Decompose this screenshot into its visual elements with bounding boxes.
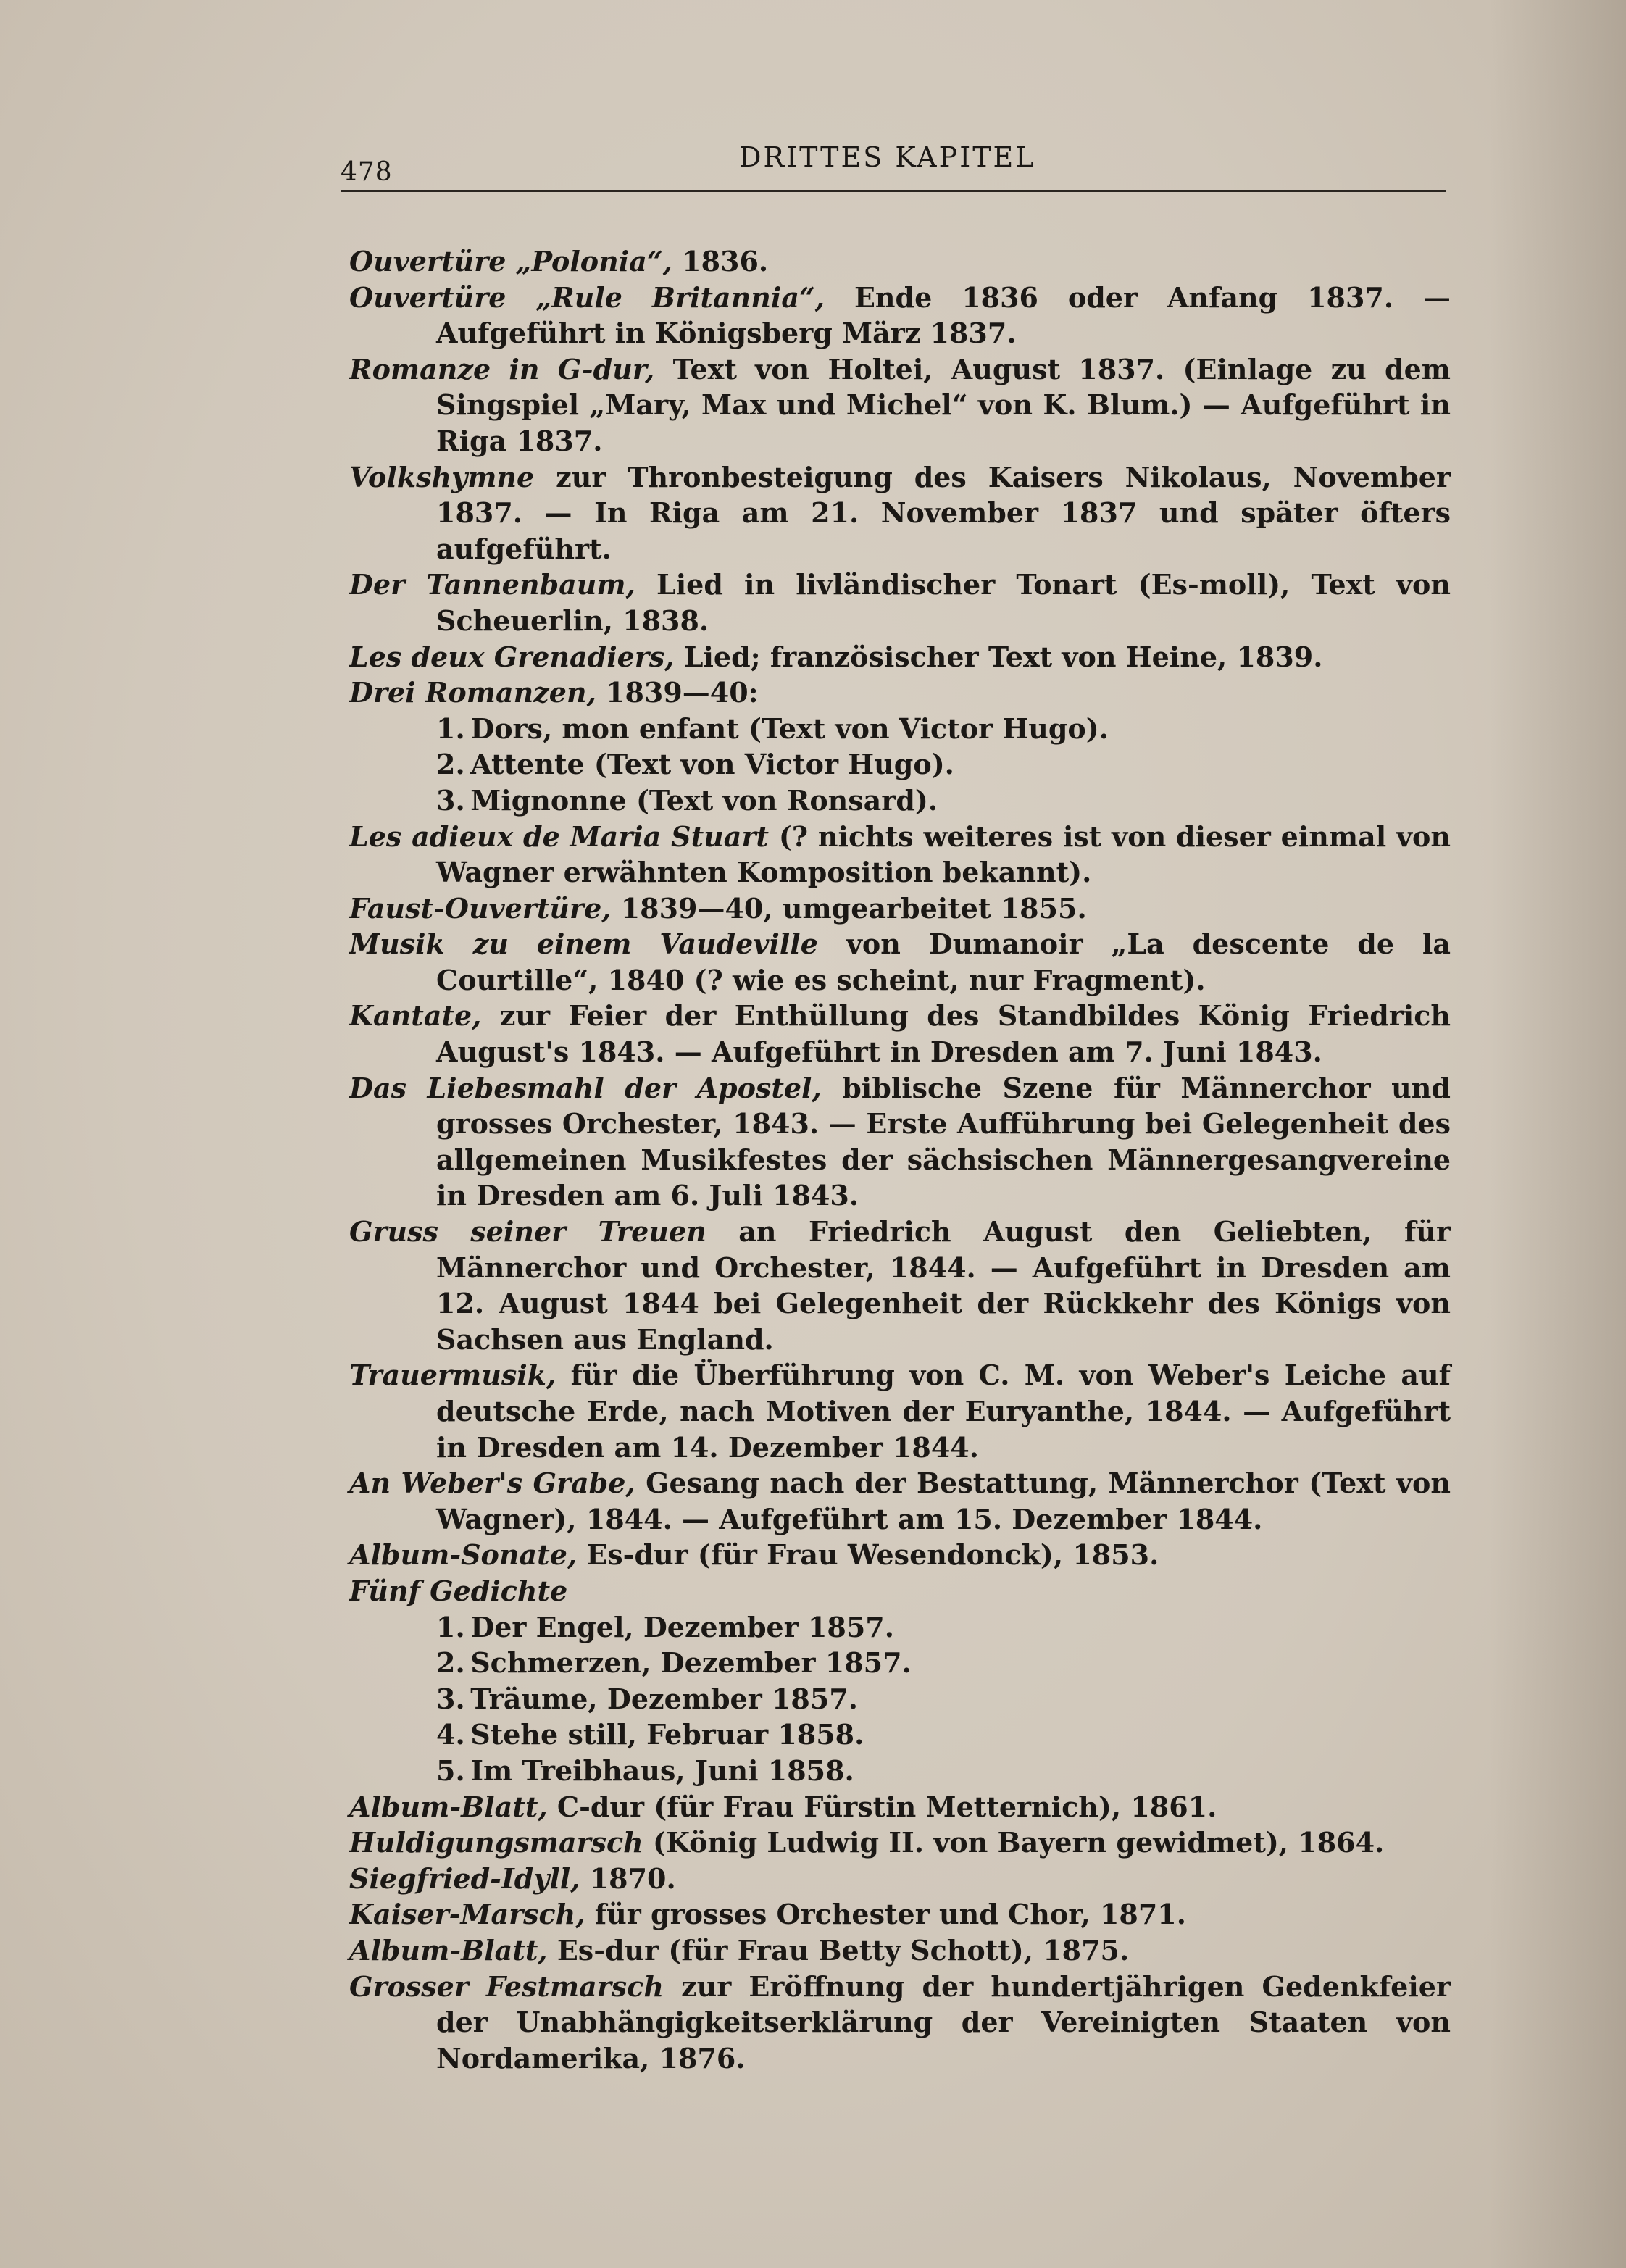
sub-number: 1.: [436, 1610, 465, 1643]
entry-text: (König Ludwig II. von Bayern gewidmet), 1864.: [643, 1826, 1385, 1859]
entry-text: 1836.: [672, 245, 769, 278]
running-title: DRITTES KAPITEL: [739, 141, 1036, 173]
entry-text: Text von Holtei, August 1837. (Einlage zu dem Singspiel „Mary, Max und Michel“ von K. Blum.) — Aufgeführt in Riga 1837.: [436, 352, 1451, 457]
entry-gruss: [349, 1214, 1451, 1357]
entry-faust: [349, 891, 1451, 927]
entry-rule-britannia: [349, 280, 1451, 351]
entry-grenadiers: [349, 639, 1451, 675]
entry-text: Lied; französischer Text von Heine, 1839.: [674, 640, 1323, 673]
sub-number: 3.: [436, 783, 465, 817]
sub-item: [349, 1609, 1451, 1646]
sub-text: Der Engel, Dezember 1857.: [470, 1610, 894, 1643]
page-shadow: [1488, 0, 1626, 2268]
entry-text: 1839—40, umgearbeitet 1855.: [611, 891, 1087, 925]
entry-text: für grosses Orchester und Chor, 1871.: [585, 1898, 1186, 1931]
sub-text: Schmerzen, Dezember 1857.: [470, 1646, 912, 1680]
sub-number: 3.: [436, 1682, 465, 1715]
entry-album-sonate: [349, 1537, 1451, 1573]
entry-tannenbaum: [349, 567, 1451, 638]
entry-title: Kantate,: [349, 999, 482, 1033]
entry-title: Das Liebesmahl der Apostel,: [349, 1071, 822, 1104]
sub-number: 2.: [436, 1646, 465, 1680]
entry-text: (? nichts weiteres ist von dieser einmal von Wagner erwähnten Komposition bekannt).: [436, 820, 1451, 889]
entry-title: Ouvertüre „Rule Britannia“,: [349, 280, 825, 314]
entry-title: Drei Romanzen,: [349, 676, 596, 709]
entry-volkshymne: [349, 459, 1451, 567]
entry-title: Les deux Grenadiers,: [349, 640, 675, 673]
entry-trauermusik: [349, 1357, 1451, 1465]
entry-title: Musik zu einem Vaudeville: [349, 927, 818, 961]
entry-title: Grosser Festmarsch: [349, 1969, 664, 2003]
entry-album-blatt-c: [349, 1789, 1451, 1825]
entry-vaudeville: [349, 926, 1451, 998]
sub-item: [349, 711, 1451, 747]
entry-text: Es-dur (für Frau Betty Schott), 1875.: [547, 1933, 1130, 1967]
entry-kaiser-marsch: [349, 1896, 1451, 1933]
entry-fuenf-gedichte: [349, 1573, 1451, 1609]
entry-text: für die Überführung von C. M. von Weber's Leiche auf deutsche Erde, nach Motiven der Euryanthe, 1844. — Aufgeführt in Dresden am 14. Dezember 1844.: [436, 1359, 1451, 1464]
entry-siegfried-idyll: [349, 1861, 1451, 1897]
entry-title: Les adieux de Maria Stuart: [349, 820, 769, 853]
entry-text: Es-dur (für Frau Wesendonck), 1853.: [577, 1538, 1159, 1572]
sub-number: 2.: [436, 748, 465, 781]
entry-text: Gesang nach der Bestattung, Männerchor (Text von Wagner), 1844. — Aufgeführt am 15. Dezember 1844.: [436, 1467, 1451, 1535]
entry-drei-romanzen: [349, 675, 1451, 711]
entry-webers-grabe: [349, 1465, 1451, 1537]
entry-text: biblische Szene für Männerchor und grosses Orchester, 1843. — Erste Aufführung bei Gelegenheit des allgemeinen Musikfestes der sächsischen Männergesangvereine in Dresden am 6. Juli 1843.: [436, 1071, 1451, 1212]
header-rule: [341, 190, 1446, 192]
page-header: [341, 141, 1446, 185]
entry-title: Siegfried-Idyll,: [349, 1861, 580, 1895]
sub-text: Im Treibhaus, Juni 1858.: [470, 1754, 854, 1787]
entry-text: 1839—40:: [596, 676, 759, 709]
sub-text: Attente (Text von Victor Hugo).: [470, 748, 954, 781]
entry-text: 1870.: [580, 1861, 676, 1895]
entry-kantate: [349, 998, 1451, 1070]
entry-festmarsch: [349, 1969, 1451, 2077]
entry-text: Ende 1836 oder Anfang 1837. — Aufgeführt in Königsberg März 1837.: [436, 280, 1451, 350]
entry-romanze: [349, 351, 1451, 459]
entry-text: zur Eröffnung der hundertjährigen Gedenkfeier der Unabhängigkeitserklärung der Vereinigten Staaten von Nordamerika, 1876.: [436, 1969, 1451, 2075]
works-list: [349, 243, 1451, 2076]
sub-item: [349, 1717, 1451, 1753]
entry-liebesmahl: [349, 1070, 1451, 1214]
sub-item: [349, 1645, 1451, 1681]
sub-text: Stehe still, Februar 1858.: [470, 1718, 864, 1751]
entry-title: Volkshymne: [349, 460, 535, 493]
entry-maria-stuart: [349, 819, 1451, 891]
page-number: 478: [341, 157, 393, 187]
entry-huldigungsmarsch: [349, 1825, 1451, 1861]
entry-text: von Dumanoir „La descente de la Courtille“, 1840 (? wie es scheint, nur Fragment).: [436, 927, 1451, 996]
sub-text: Mignonne (Text von Ronsard).: [470, 783, 938, 817]
entry-text: zur Thronbesteigung des Kaisers Nikolaus, November 1837. — In Riga am 21. November 1837 und später öfters aufgeführt.: [436, 460, 1451, 565]
entry-text: zur Feier der Enthüllung des Standbildes König Friedrich August's 1843. — Aufgeführt in Dresden am 7. Juni 1843.: [436, 999, 1451, 1069]
sub-item: [349, 746, 1451, 783]
entry-text: C-dur (für Frau Fürstin Metternich), 1861.: [547, 1790, 1217, 1823]
entry-title: Fünf Gedichte: [349, 1574, 568, 1607]
sub-number: 1.: [436, 712, 465, 745]
entry-title: Faust-Ouvertüre,: [349, 891, 612, 925]
entry-title: Trauermusik,: [349, 1359, 556, 1392]
entry-title: Romanze in G-dur,: [349, 352, 655, 385]
sub-number: 5.: [436, 1754, 465, 1787]
entry-album-blatt-es: [349, 1933, 1451, 1969]
entry-title: Der Tannenbaum,: [349, 568, 635, 601]
entry-title: Gruss seiner Treuen: [349, 1215, 706, 1248]
sub-item: [349, 1753, 1451, 1789]
entry-title: Album-Sonate,: [349, 1538, 578, 1572]
entry-text: Lied in livländischer Tonart (Es-moll), Text von Scheuerlin, 1838.: [436, 568, 1451, 637]
entry-text: an Friedrich August den Geliebten, für Männerchor und Orchester, 1844. — Aufgeführt in Dresden am 12. August 1844 bei Gelegenheit der Rückkehr des Königs von Sachsen aus England.: [436, 1215, 1451, 1356]
entry-title: Huldigungsmarsch: [349, 1826, 643, 1859]
entry-title: An Weber's Grabe,: [349, 1467, 635, 1500]
entry-title: Kaiser-Marsch,: [349, 1898, 585, 1931]
sub-item: [349, 1681, 1451, 1717]
sub-item: [349, 783, 1451, 819]
sub-text: Träume, Dezember 1857.: [470, 1682, 858, 1715]
entry-title: Ouvertüre „Polonia“,: [349, 245, 672, 278]
entry-title: Album-Blatt,: [349, 1790, 548, 1823]
entry-polonia: [349, 243, 1451, 280]
sub-number: 4.: [436, 1718, 465, 1751]
sub-text: Dors, mon enfant (Text von Victor Hugo).: [470, 712, 1109, 745]
entry-title: Album-Blatt,: [349, 1933, 548, 1967]
